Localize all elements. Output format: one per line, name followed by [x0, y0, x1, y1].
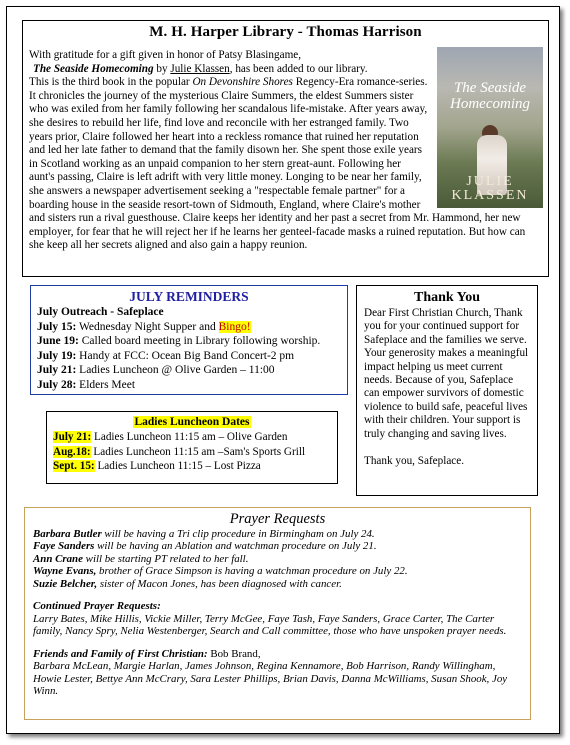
- ladies-luncheon-box: [46, 411, 338, 484]
- luncheon-title: Ladies Luncheon Dates: [134, 416, 250, 428]
- july-reminders-box: [30, 285, 348, 395]
- thank-you-box: [356, 285, 538, 496]
- book-added: , has been added to our library.: [229, 62, 368, 75]
- book-series-pre: This is the third book in the popular: [29, 76, 193, 89]
- continued-prayer-heading: Continued Prayer Requests:: [33, 600, 161, 613]
- july-reminder-item: July 15: Wednesday Night Supper and Bingo!: [37, 320, 251, 333]
- july-reminder-item: June 19: Called board meeting in Library following worship.: [37, 335, 321, 348]
- cover-title-line2: Homecoming: [450, 96, 530, 112]
- bingo-highlight: Bingo!: [218, 320, 251, 333]
- cover-author-line1: JULIE: [466, 174, 514, 189]
- thank-you-signature: Thank you, Safeplace.: [364, 455, 465, 468]
- library-book-section: [22, 20, 549, 277]
- july-reminder-item: July Outreach - Safeplace: [37, 306, 164, 318]
- friends-family-heading-line: Friends and Family of First Christian: Bob Brand,: [33, 647, 261, 660]
- book-description: [29, 49, 542, 253]
- friends-family-list: Barbara McLean, Margie Harlan, James Johnson, Regina Kennamore, Bob Harrison, Randy Willingham, Howie Lester, Bettye Ann McCrary, Sara Lester Phillips, Brian Davis, Danna McWilliams, Susan Shook, Joy Winn.: [33, 660, 508, 698]
- book-name: The Seaside Homecoming: [33, 62, 154, 75]
- luncheon-item: Sept. 15: Ladies Luncheon 11:15 – Lost Pizza: [53, 460, 261, 472]
- july-reminders-title: JULY REMINDERS: [129, 289, 249, 304]
- library-section-title: M. H. Harper Library - Thomas Harrison: [149, 24, 422, 40]
- book-cover-image: [437, 47, 543, 208]
- prayer-request-item: Barbara Butler will be having a Tri clip procedure in Birmingham on July 24.: [33, 528, 375, 540]
- thank-you-body: Dear First Christian Church, Thank you for your continued support for Safeplace and the families we serve. Your generosity makes a meaningful impact helping us meet current needs. Because of you, Safeplace can empower survivors of domestic violence to build safe, peaceful lives with their children. Your support is truly changing and saving lives.: [364, 307, 529, 440]
- book-by: by: [153, 62, 171, 75]
- prayer-request-item: Suzie Belcher, sister of Macon Jones, has been diagnosed with cancer.: [33, 577, 342, 590]
- prayer-requests-title: Prayer Requests: [229, 511, 326, 527]
- book-summary: Regency-Era romance-series. It chronicles the journey of the mysterious Claire Summers, the eldest Summers sister who was exiled from her family following her scandalous life-mistake. After years away, she desires to rebuild her life, find love and reconcile with her estranged family. Two years prior, Claire followed her heart into a reckless romance that ruined her reputation and led her late father to demand that the family disown her. She spent those exile years in Scotland working as an unpaid companion to her stern great-aunt. Following her aunt's passing, Claire is left adrift with very little money. Longing to be near her family, she answers a newspaper advertisement seeking a "respectable female partner" for a boarding house in the seaside resort-town of Sidmouth, England, where Claire's mother and sisters run a rival guesthouse. Claire keeps her identity and her past a secret from Mr. Hammond, her new employer, for fear that he will reject her if he learns her genteel-facade masks a ruined reputation. But how can she keep all her secrets aligned and also gain a happy reunion.: [29, 76, 526, 252]
- book-series-name: On Devonshire Shores: [192, 76, 293, 89]
- luncheon-item: Aug.18: Ladies Luncheon 11:15 am –Sam's Sports Grill: [53, 445, 306, 458]
- luncheon-item: July 21: Ladies Luncheon 11:15 am – Olive Garden: [53, 431, 288, 443]
- book-author: Julie Klassen: [170, 62, 230, 75]
- prayer-request-item: Faye Sanders will be having an Ablation and watchman procedure on July 21.: [33, 540, 377, 553]
- continued-prayer-list: Larry Bates, Mike Hillis, Vickie Miller, Terry McGee, Faye Tash, Faye Sanders, Grace Carter, The Carter family, Nancy Spry, Nelia Westenberger, Search and Call committee, those who have unspoken prayer needs.: [33, 613, 507, 638]
- thank-you-title: Thank You: [413, 290, 481, 305]
- prayer-request-item: Ann Crane will be starting PT related to her fall.: [33, 552, 249, 565]
- book-intro: With gratitude for a gift given in honor of Patsy Blasingame,: [29, 49, 302, 61]
- july-reminder-item: July 28: Elders Meet: [37, 378, 136, 391]
- prayer-requests-box: [24, 507, 531, 720]
- prayer-request-item: Wayne Evans, brother of Grace Simpson is having a watchman procedure on July 22.: [33, 565, 408, 578]
- cover-author-line2: KLASSEN: [451, 188, 529, 203]
- cover-title-line1: The Seaside: [453, 80, 527, 96]
- july-reminder-item: July 21: Ladies Luncheon @ Olive Garden – 11:00: [37, 364, 275, 377]
- july-reminder-item: July 19: Handy at FCC: Ocean Big Band Concert-2 pm: [37, 349, 295, 362]
